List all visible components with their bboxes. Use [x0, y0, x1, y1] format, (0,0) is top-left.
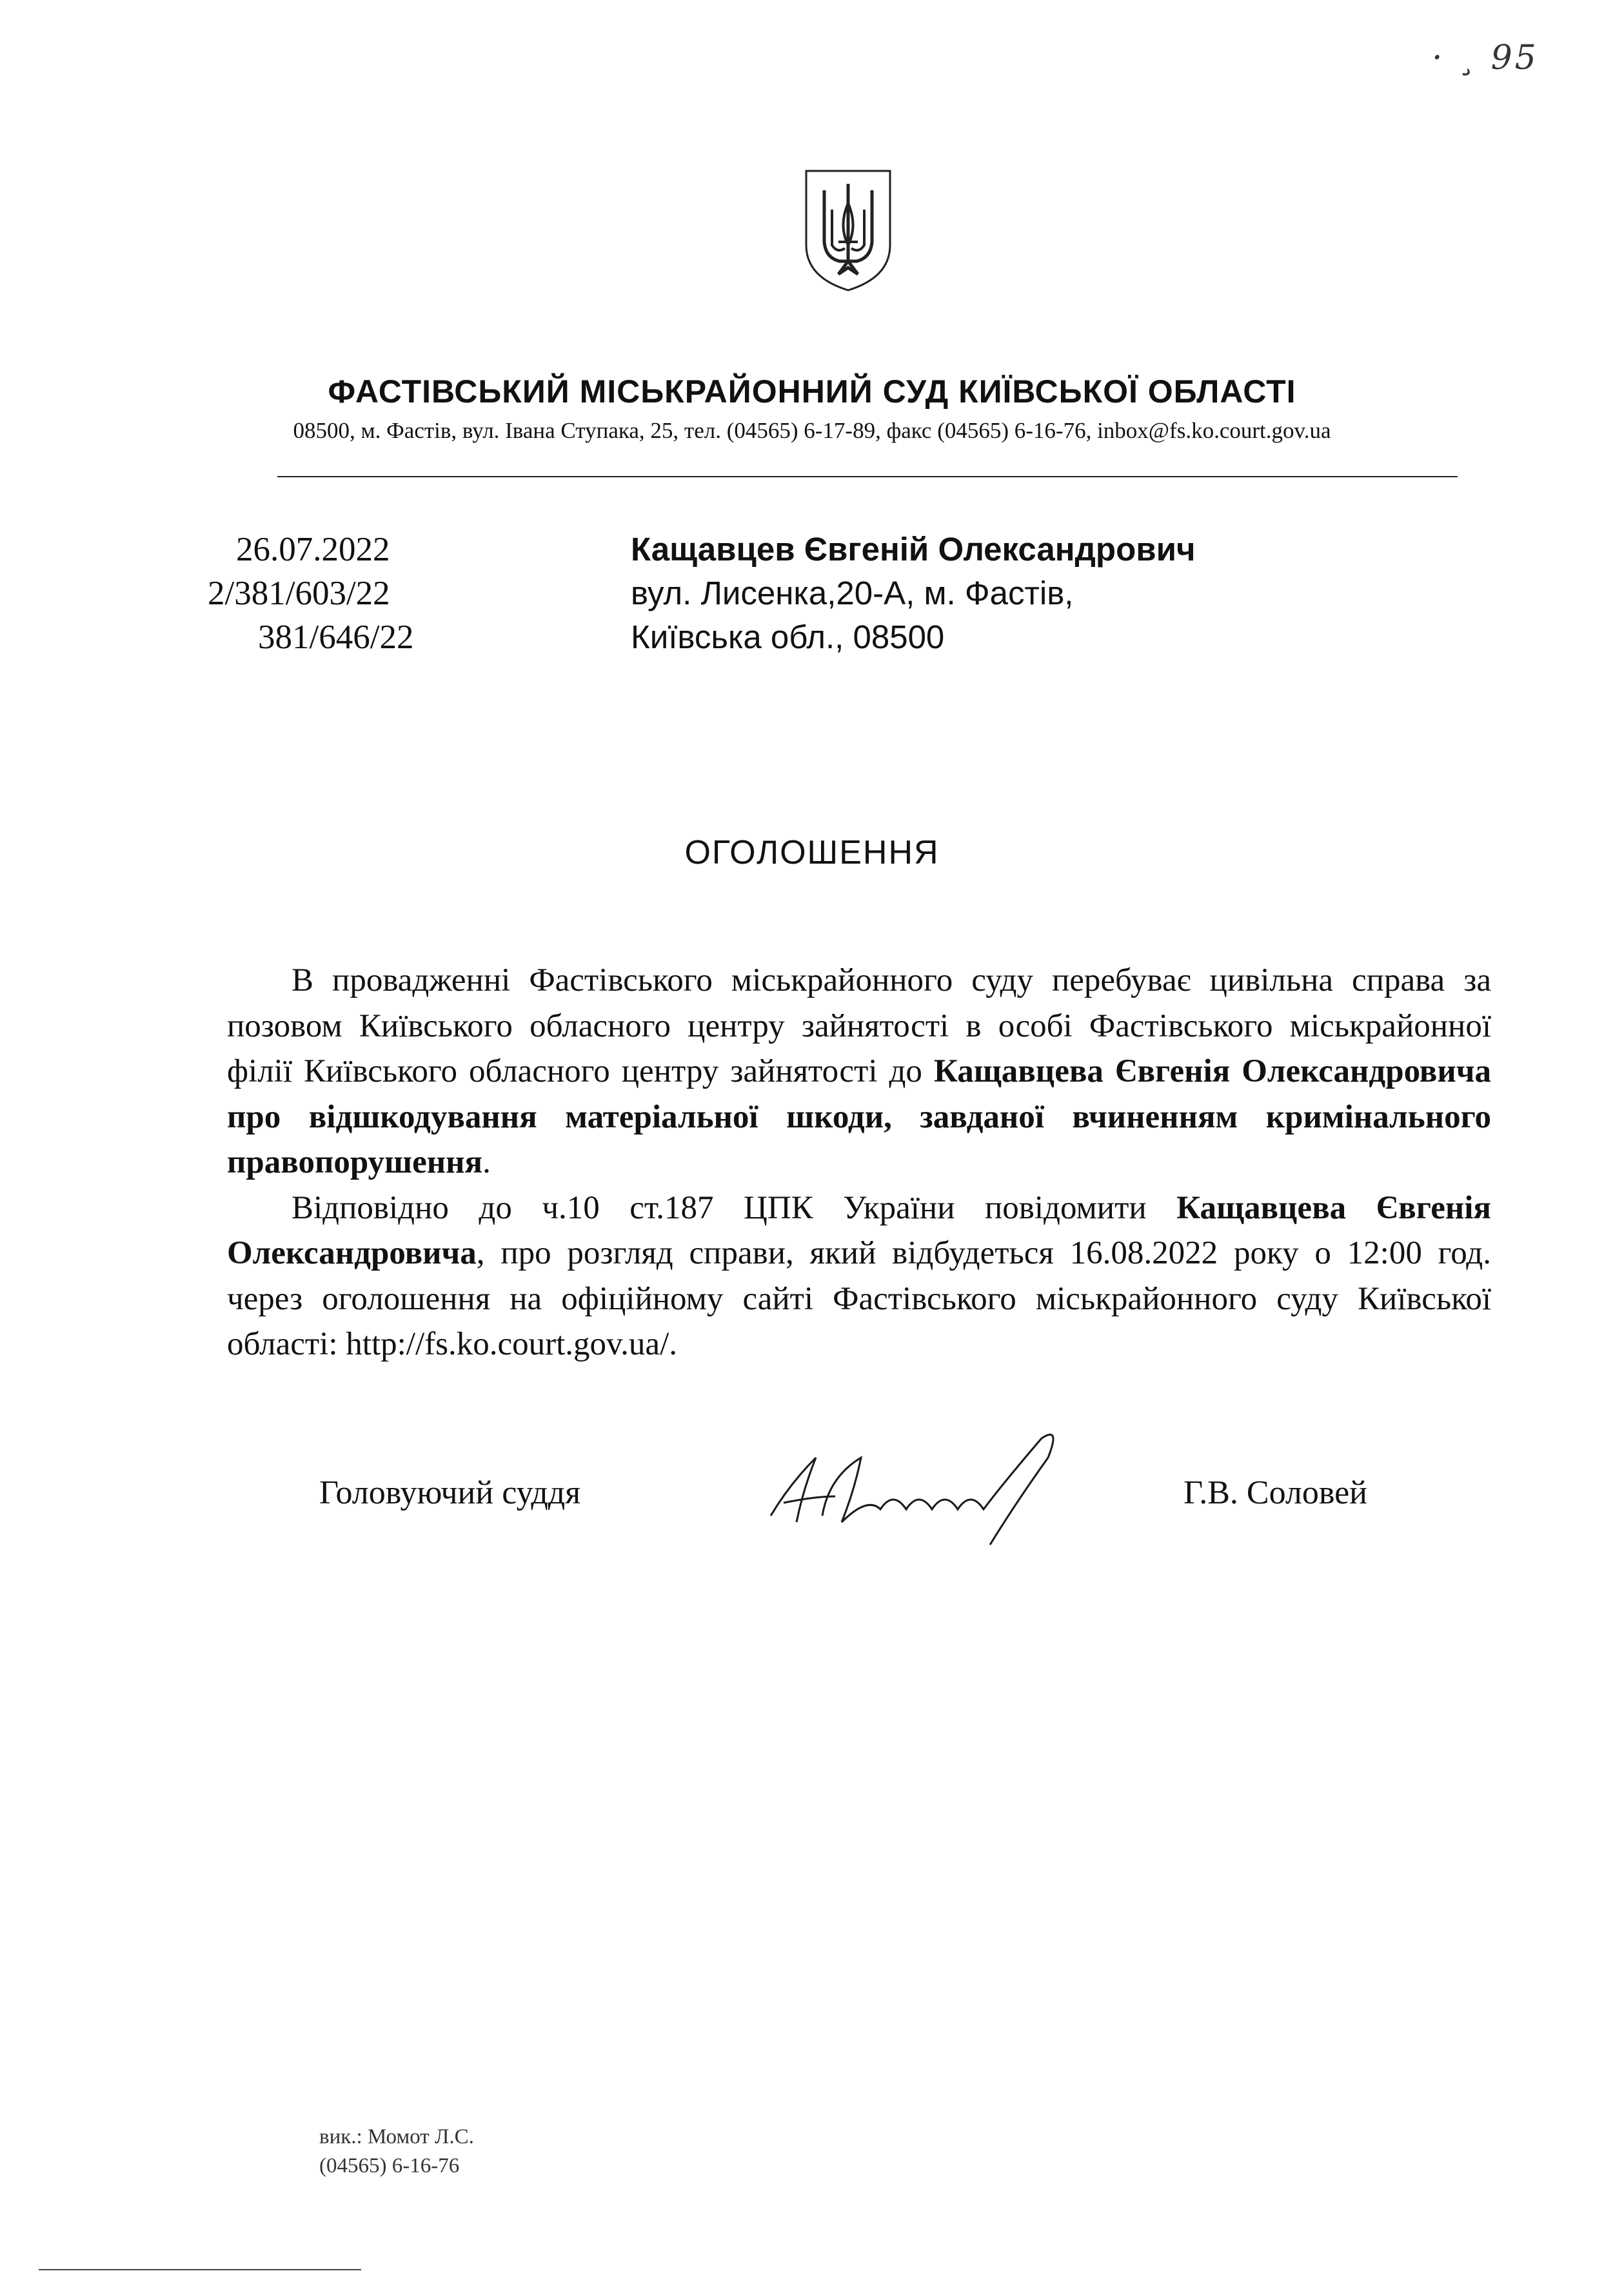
signatory-role: Головуючий суддя — [319, 1474, 581, 1511]
announcement-body — [227, 958, 1491, 1367]
p1-bold: Кащавцева Євгенія Олександровича про відшкодування матеріальної шкоди, завданої вчиненням кримінального правопорушення — [227, 1053, 1491, 1180]
p2-text: Відповідно до ч.10 ст.187 ЦПК України повідомити — [292, 1189, 1177, 1226]
document-title: ОГОЛОШЕННЯ — [684, 834, 940, 871]
p2-bold: Кащавцева Євгенія Олександровича — [227, 1189, 1491, 1271]
reference-number-1: 2/381/603/22 — [208, 575, 390, 612]
body-paragraph-2 — [227, 1185, 1491, 1367]
court-name-heading: ФАСТІВСЬКИЙ МІСЬКРАЙОННИЙ СУД КИЇВСЬКОЇ ОБЛАСТІ — [328, 373, 1296, 410]
executor-phone: (04565) 6-16-76 — [319, 2154, 460, 2177]
recipient-city: Київська обл., 08500 — [631, 619, 945, 655]
coat-of-arms-emblem — [800, 164, 896, 293]
body-paragraph-1 — [227, 958, 1491, 1185]
header-divider — [277, 476, 1458, 477]
signatory-name: Г.В. Соловей — [1183, 1474, 1367, 1511]
reference-number-2: 381/646/22 — [258, 619, 414, 656]
recipient-name: Кащавцев Євгеній Олександрович — [631, 531, 1196, 568]
p2-end: , про розгляд справи, який відбудеться 16.08.2022 року о 12:00 год. через оголошення на офіційному сайті Фастівського міськрайонного суду Київської області: http://fs.ko.court.gov.ua/. — [227, 1235, 1491, 1362]
p1-text: В провадженні Фастівського міськрайонного суду перебуває цивільна справа за позовом Київського обласного центру зайнятості в особі Фастівського міськрайонної філії Київського обласного центру зайнятості до — [227, 962, 1491, 1089]
court-contacts: 08500, м. Фастів, вул. Івана Ступака, 25, тел. (04565) 6-17-89, факс (04565) 6-16-76, inbox@fs.ko.court.gov.ua — [293, 418, 1331, 443]
footer-divider — [39, 2269, 361, 2270]
handwritten-signature — [758, 1419, 1100, 1548]
executor-name: вик.: Момот Л.С. — [319, 2125, 474, 2148]
p1-end: . — [482, 1144, 491, 1180]
reference-date: 26.07.2022 — [236, 531, 390, 568]
recipient-street: вул. Лисенка,20-А, м. Фастів, — [631, 575, 1074, 611]
corner-handwritten-mark: · ¸ 95 — [1432, 39, 1539, 77]
